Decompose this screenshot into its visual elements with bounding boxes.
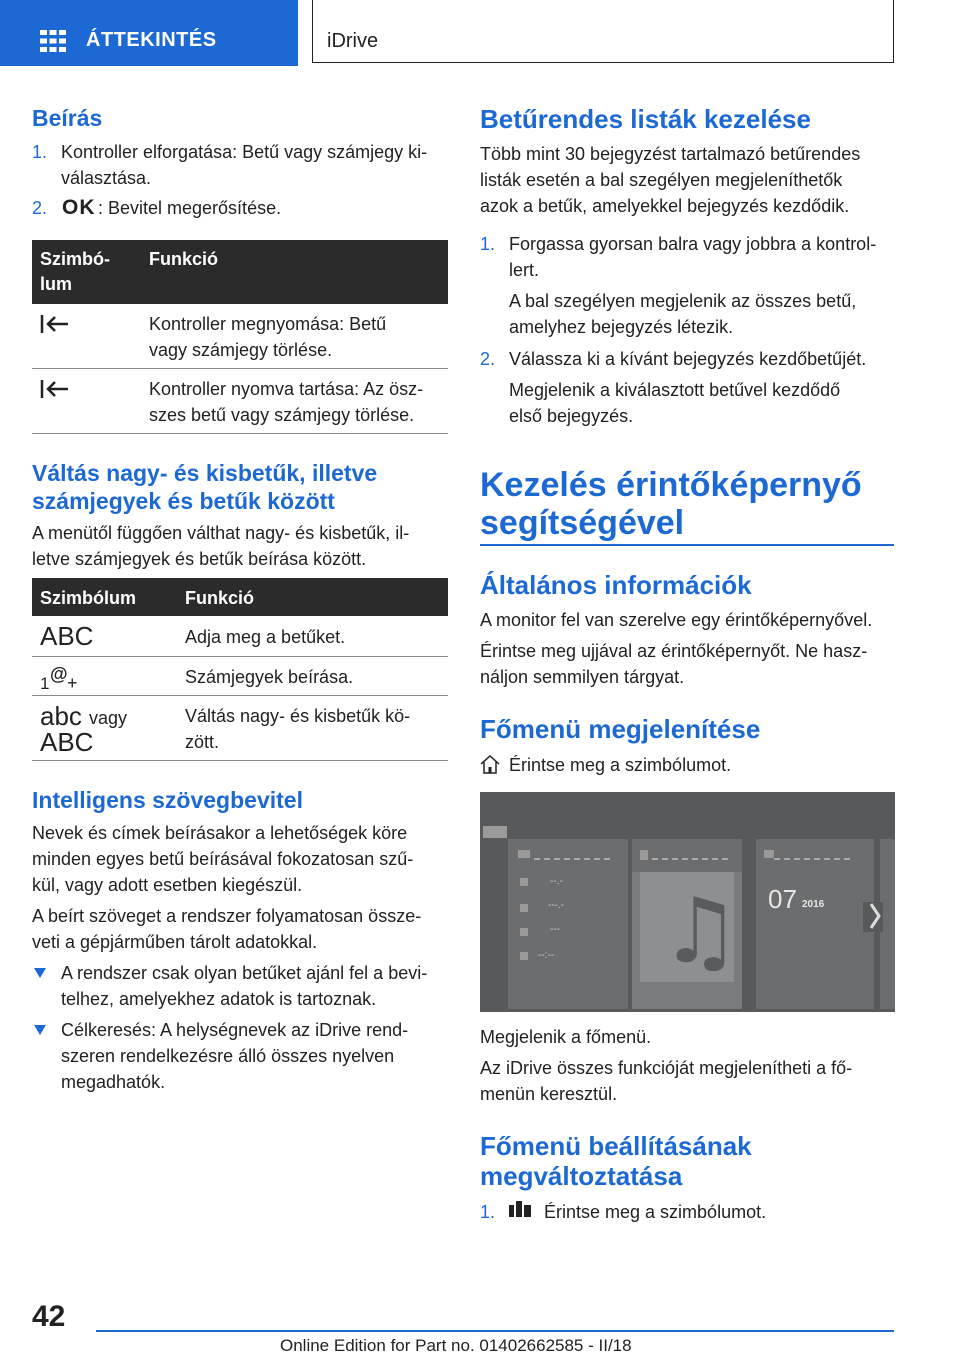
step-text: választása.	[61, 168, 152, 188]
edition-text: Online Edition for Part no. 01402662585 - II/18	[280, 1336, 632, 1355]
column-header: Szimbólum	[40, 588, 137, 608]
table-cell: Számjegyek beírása.	[185, 667, 354, 687]
paragraph: menün keresztül.	[480, 1084, 618, 1104]
table-cell: vagy számjegy törlése.	[149, 340, 333, 360]
heading-beiras: Beírás	[32, 105, 103, 131]
chapter-divider	[480, 544, 894, 546]
table-cell: zött.	[185, 732, 220, 752]
divider	[32, 656, 448, 657]
section-box	[312, 0, 894, 63]
step-text: első bejegyzés.	[509, 406, 634, 426]
paragraph: letve számjegyek és betűk beírása között.	[32, 549, 367, 569]
bullet-text: A rendszer csak olyan betűket ajánl fel a bevi‐	[61, 963, 428, 983]
divider	[32, 433, 448, 434]
step-number: 2.	[32, 198, 48, 218]
paragraph: náljon semmilyen tárgyat.	[480, 667, 685, 687]
paragraph: azok a betűk, amelyekkel bejegyzés kezdődik.	[480, 196, 850, 216]
main-menu-screen-image	[480, 792, 895, 1012]
numbers-symbol	[40, 664, 80, 694]
column-header: Funkció	[185, 588, 255, 608]
step-text: Forgassa gyorsan balra vagy jobbra a kontrol‐	[509, 234, 877, 254]
tiles-icon	[509, 1201, 531, 1217]
screen-date-day: 07	[768, 884, 797, 914]
step-number: 2.	[480, 349, 496, 369]
heading-intelligens: Intelligens szövegbevitel	[32, 787, 303, 813]
table-cell: szes betű vagy számjegy törlése.	[149, 405, 415, 425]
step-text: amelyhez bejegyzés létezik.	[509, 317, 734, 337]
paragraph: A monitor fel van szerelve egy érintőképernyővel.	[480, 610, 873, 630]
screen-value: --.-	[550, 876, 563, 887]
grid-menu-icon	[40, 30, 66, 52]
step-text: A bal szegélyen megjelenik az összes betű,	[509, 291, 857, 311]
heading-beallitas: Főmenü beállításának	[480, 1131, 752, 1161]
ok-symbol: OK	[62, 196, 96, 219]
heading-betu: Betűrendes listák kezelése	[480, 104, 811, 134]
table-header	[32, 578, 448, 616]
paragraph: Nevek és címek beírásakor a lehetőségek köre	[32, 823, 408, 843]
heading-beallitas: megváltoztatása	[480, 1161, 683, 1191]
step-number: 1.	[32, 142, 48, 162]
step-text: Megjelenik a kiválasztott betűvel kezdődő	[509, 380, 841, 400]
paragraph: Az iDrive összes funkcióját megjelenítheti a fő‐	[480, 1058, 853, 1078]
step-text: Kontroller elforgatása: Betű vagy számjegy ki‐	[61, 142, 428, 162]
step-text: : Bevitel megerősítése.	[98, 198, 282, 218]
numbers-symbol-at: @	[50, 664, 68, 684]
heading-valtas: számjegyek és betűk között	[32, 488, 335, 514]
home-icon	[480, 754, 500, 774]
vagy-text: vagy	[89, 708, 128, 728]
paragraph: kül, vagy adott esetben kiegészül.	[32, 875, 303, 895]
paragraph: A beírt szöveget a rendszer folyamatosan össze‐	[32, 906, 422, 926]
screen-value: --:--	[538, 950, 555, 961]
paragraph: minden egyes betű beírásával fokozatosan szű‐	[32, 849, 414, 869]
step-text: lert.	[509, 260, 540, 280]
column-header: Funkció	[149, 249, 219, 269]
screen-date-year: 2016	[802, 899, 825, 910]
screen-illustration	[480, 792, 895, 1012]
column-header: lum	[40, 274, 73, 294]
bullet-text: Célkeresés: A helységnevek az iDrive rend‐	[61, 1020, 409, 1040]
paragraph: Több mint 30 bejegyzést tartalmazó betűrendes	[480, 144, 861, 164]
paragraph: A menütől függően válthat nagy- és kisbetűk, il‐	[32, 523, 410, 543]
divider	[32, 695, 448, 696]
bullet-triangle-icon	[34, 968, 46, 978]
table-cell: Adja meg a betűket.	[185, 627, 346, 647]
step-number: 1.	[480, 234, 496, 254]
section-title: iDrive	[327, 30, 379, 52]
screen-value: ---	[550, 924, 560, 935]
screen-value: ---.-	[548, 900, 565, 911]
page-number: 42	[32, 1300, 66, 1333]
heading-valtas: Váltás nagy- és kisbetűk, illetve	[32, 460, 378, 486]
bullet-text: szeren rendelkezésre álló összes nyelven	[61, 1046, 395, 1066]
backspace-icon	[40, 314, 70, 334]
step-number: 1.	[480, 1202, 496, 1222]
bullet-text: telhez, amelyekhez adatok is tartoznak.	[61, 989, 377, 1009]
uppercase-symbol: ABC	[40, 621, 94, 651]
chapter-tab[interactable]	[0, 0, 298, 66]
divider	[32, 760, 448, 761]
chapter-heading: Kezelés érintőképernyő	[480, 466, 862, 504]
paragraph: Érintse meg a szimbólumot.	[509, 755, 732, 775]
uppercase-symbol: ABC	[40, 727, 94, 757]
table-cell: Kontroller nyomva tartása: Az ösz‐	[149, 379, 424, 399]
table-cell: Váltás nagy- és kisbetűk kö‐	[185, 706, 411, 726]
step-text: Válassza ki a kívánt bejegyzés kezdőbetűjét.	[509, 349, 867, 369]
table-header	[32, 240, 448, 304]
heading-altalanos: Általános információk	[480, 570, 752, 600]
numbers-symbol-plus: +	[67, 673, 78, 693]
svg-text:♫: ♫	[660, 879, 741, 984]
paragraph: veti a gépjárműben tárolt adatokkal.	[32, 932, 318, 952]
chapter-title: ÁTTEKINTÉS	[86, 29, 217, 51]
bullet-triangle-icon	[34, 1025, 46, 1035]
numbers-symbol-digit: 1	[40, 674, 50, 693]
bullet-text: megadhatók.	[61, 1072, 166, 1092]
footer-divider	[96, 1330, 894, 1332]
lowercase-symbol: abc	[40, 701, 82, 731]
chapter-heading: segítségével	[480, 504, 685, 542]
table-cell: Kontroller megnyomása: Betű	[149, 314, 387, 334]
column-header: Szimbó‐	[40, 249, 110, 269]
step-text: Érintse meg a szimbólumot.	[544, 1202, 767, 1222]
heading-fomenu: Főmenü megjelenítése	[480, 714, 761, 744]
paragraph: listák esetén a bal szegélyen megjeleníthetők	[480, 170, 843, 190]
divider	[32, 368, 448, 369]
page-header	[0, 0, 960, 66]
backspace-icon	[40, 379, 70, 399]
paragraph: Érintse meg ujjával az érintőképernyőt. Ne hasz‐	[480, 641, 868, 661]
paragraph: Megjelenik a főmenü.	[480, 1027, 652, 1047]
